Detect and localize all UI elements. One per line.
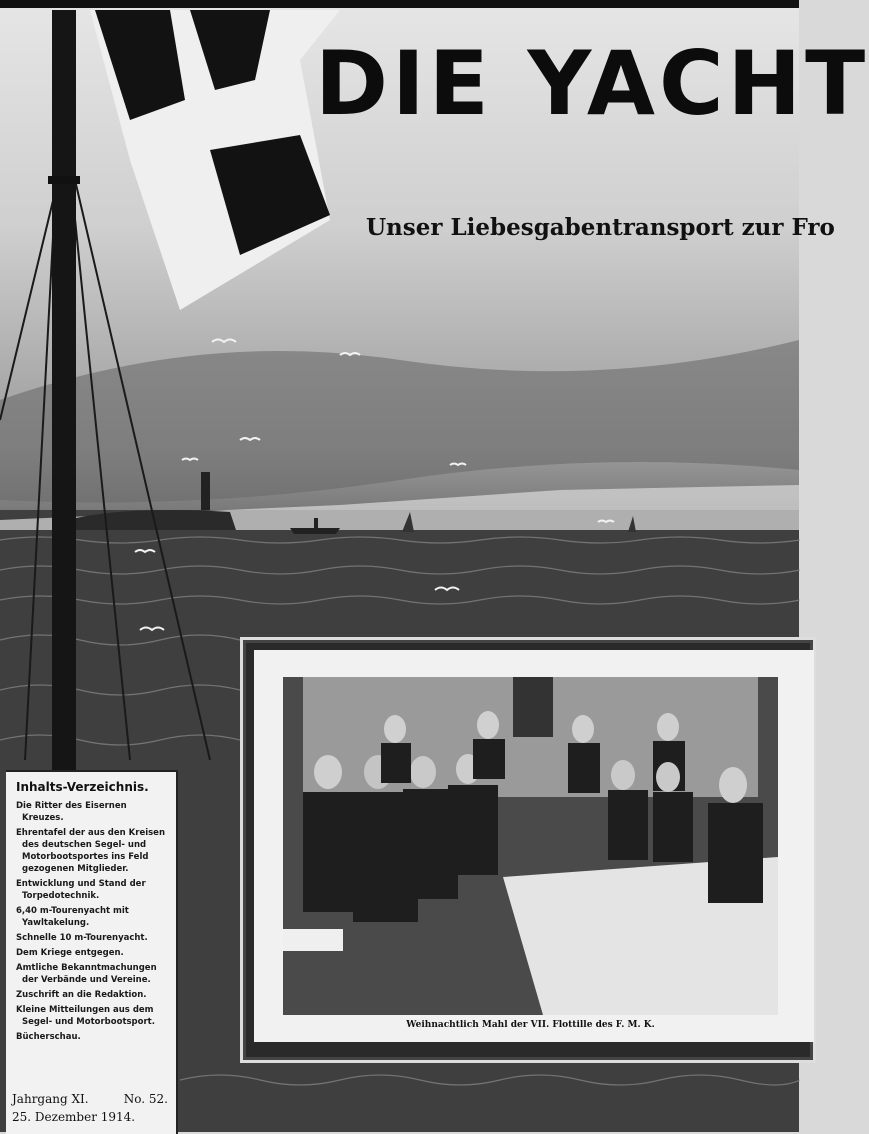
clouds: [0, 340, 799, 503]
masthead-title: DIE YACHT: [315, 32, 869, 135]
lighthouse: [201, 472, 210, 510]
table-of-contents: [6, 770, 178, 1134]
toc-heading: Inhalts-Verzeichnis.: [16, 780, 149, 794]
toc-item: Amtliche Bekanntmachungen der Verbände und Vereine.: [16, 963, 157, 985]
toc-item: Zuschrift an die Redaktion.: [16, 990, 147, 1000]
toc-item: 6,40 m-Tourenyacht mit Yawltakelung.: [16, 906, 129, 928]
volume-label: Jahrgang XI.: [12, 1092, 89, 1106]
steamer: [290, 528, 340, 534]
issue-date: 25. Dezember 1914.: [12, 1110, 136, 1124]
toc-item: Kleine Mitteilungen aus dem Segel- und Motorbootsport.: [16, 1005, 155, 1027]
masthead-subtitle: Unser Liebesgabentransport zur Fro: [366, 214, 835, 241]
issue-number: No. 52.: [123, 1092, 168, 1106]
toc-list: [6, 800, 176, 1043]
issue-info: [12, 1092, 168, 1128]
photo-flag: [513, 677, 553, 737]
toc-item: Die Ritter des Eisernen Kreuzes.: [16, 801, 127, 823]
photo-napkin: [283, 929, 343, 951]
pennant-flag: [90, 10, 340, 310]
toc-item: Ehrentafel der aus den Kreisen des deutschen Segel- und Motorbootsportes ins Feld gezogenen Mitglieder.: [16, 828, 165, 874]
toc-item: Entwicklung und Stand der Torpedotechnik.: [16, 879, 146, 901]
photo-caption: Weihnachtlich Mahl der VII. Flottille des F. M. K.: [406, 1020, 655, 1030]
toc-item: Bücherschau.: [16, 1032, 81, 1042]
toc-item: Dem Kriege entgegen.: [16, 948, 124, 958]
mast: [52, 10, 76, 770]
toc-item: Schnelle 10 m-Tourenyacht.: [16, 933, 148, 943]
dinner-photograph: [283, 677, 778, 1015]
photo-scene: [283, 677, 778, 1015]
